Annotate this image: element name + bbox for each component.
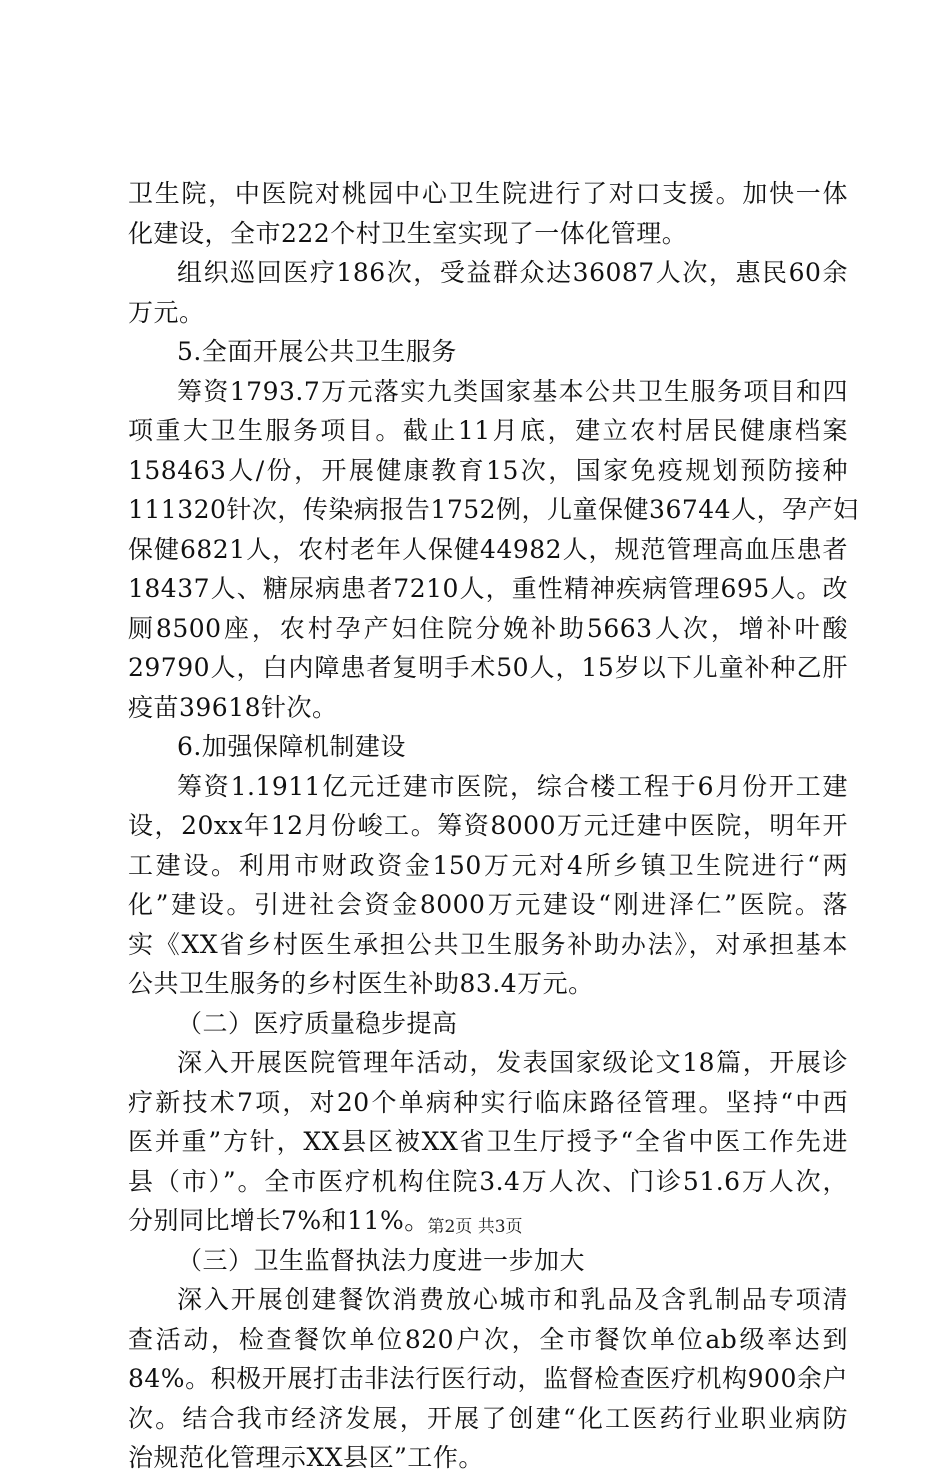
paragraph-line: 84%。积极开展打击非法行医行动，监督检查医疗机构900余户 (128, 1364, 848, 1393)
paragraph-line: 保健6821人，农村老年人保健44982人，规范管理高血压患者 (128, 534, 848, 564)
paragraph-line: 筹资1793.7万元落实九类国家基本公共卫生服务项目和四 (177, 376, 848, 406)
paragraph-line: 医并重”方针，XX县区被XX省卫生厅授予“全省中医工作先进 (128, 1127, 848, 1156)
paragraph-line: 治规范化管理示XX县区”工作。 (128, 1443, 484, 1472)
paragraph-line: 18437人、糖尿病患者7210人，重性精神疾病管理695人。改 (128, 574, 848, 603)
section-heading: 5.全面开展公共卫生服务 (177, 337, 457, 366)
paragraph-line: 公共卫生服务的乡村医生补助83.4万元。 (128, 969, 594, 998)
paragraph-line: 工建设。利用市财政资金150万元对4所乡镇卫生院进行“两 (128, 850, 848, 880)
section-heading: （三）卫生监督执法力度进一步加大 (177, 1245, 586, 1275)
section-heading: （二）医疗质量稳步提高 (177, 1008, 458, 1038)
paragraph-line: 疫苗39618针次。 (128, 692, 338, 722)
paragraph-line: 卫生院，中医院对桃园中心卫生院进行了对口支援。加快一体 (128, 179, 848, 208)
paragraph-line: 29790人，白内障患者复明手术50人，15岁以下儿童补种乙肝 (128, 653, 848, 682)
paragraph-line: 组织巡回医疗186次，受益群众达36087人次，惠民60余 (177, 258, 848, 287)
document-body (128, 174, 859, 1478)
paragraph-line: 实《XX省乡村医生承担公共卫生服务补助办法》，对承担基本 (128, 929, 848, 959)
paragraph-line: 分别同比增长7%和11%。 (128, 1206, 430, 1235)
paragraph-line: 111320针次，传染病报告1752例，儿童保健36744人，孕产妇 (128, 495, 859, 524)
paragraph-line: 深入开展创建餐饮消费放心城市和乳品及含乳制品专项清 (177, 1285, 848, 1314)
paragraph-line: 化建设，全市222个村卫生室实现了一体化管理。 (128, 218, 688, 248)
page-number-footer: 第2页 共3页 (427, 1217, 523, 1237)
paragraph-line: 设，20xx年12月份峻工。筹资8000万元迁建中医院，明年开 (128, 811, 848, 840)
paragraph-line: 化”建设。引进社会资金8000万元建设“刚进泽仁”医院。落 (128, 890, 848, 919)
paragraph-line: 项重大卫生服务项目。截止11月底，建立农村居民健康档案 (128, 416, 848, 445)
paragraph-line: 次。结合我市经济发展，开展了创建“化工医药行业职业病防 (128, 1403, 848, 1433)
paragraph-line: 疗新技术7项，对20个单病种实行临床路径管理。坚持“中西 (128, 1087, 848, 1117)
paragraph-line: 深入开展医院管理年活动，发表国家级论文18篇，开展诊 (177, 1048, 848, 1077)
paragraph-line: 查活动，检查餐饮单位820户次，全市餐饮单位ab级率达到 (128, 1324, 848, 1354)
paragraph-line: 万元。 (128, 297, 205, 327)
section-heading: 6.加强保障机制建设 (177, 732, 406, 761)
paragraph-line: 筹资1.1911亿元迁建市医院，综合楼工程于6月份开工建 (177, 771, 848, 801)
paragraph-line: 158463人/份，开展健康教育15次，国家免疫规划预防接种 (128, 455, 848, 485)
paragraph-line: 厕8500座，农村孕产妇住院分娩补助5663人次，增补叶酸 (128, 613, 848, 643)
paragraph-line: 县（市）”。全市医疗机构住院3.4万人次、门诊51.6万人次， (128, 1166, 848, 1196)
